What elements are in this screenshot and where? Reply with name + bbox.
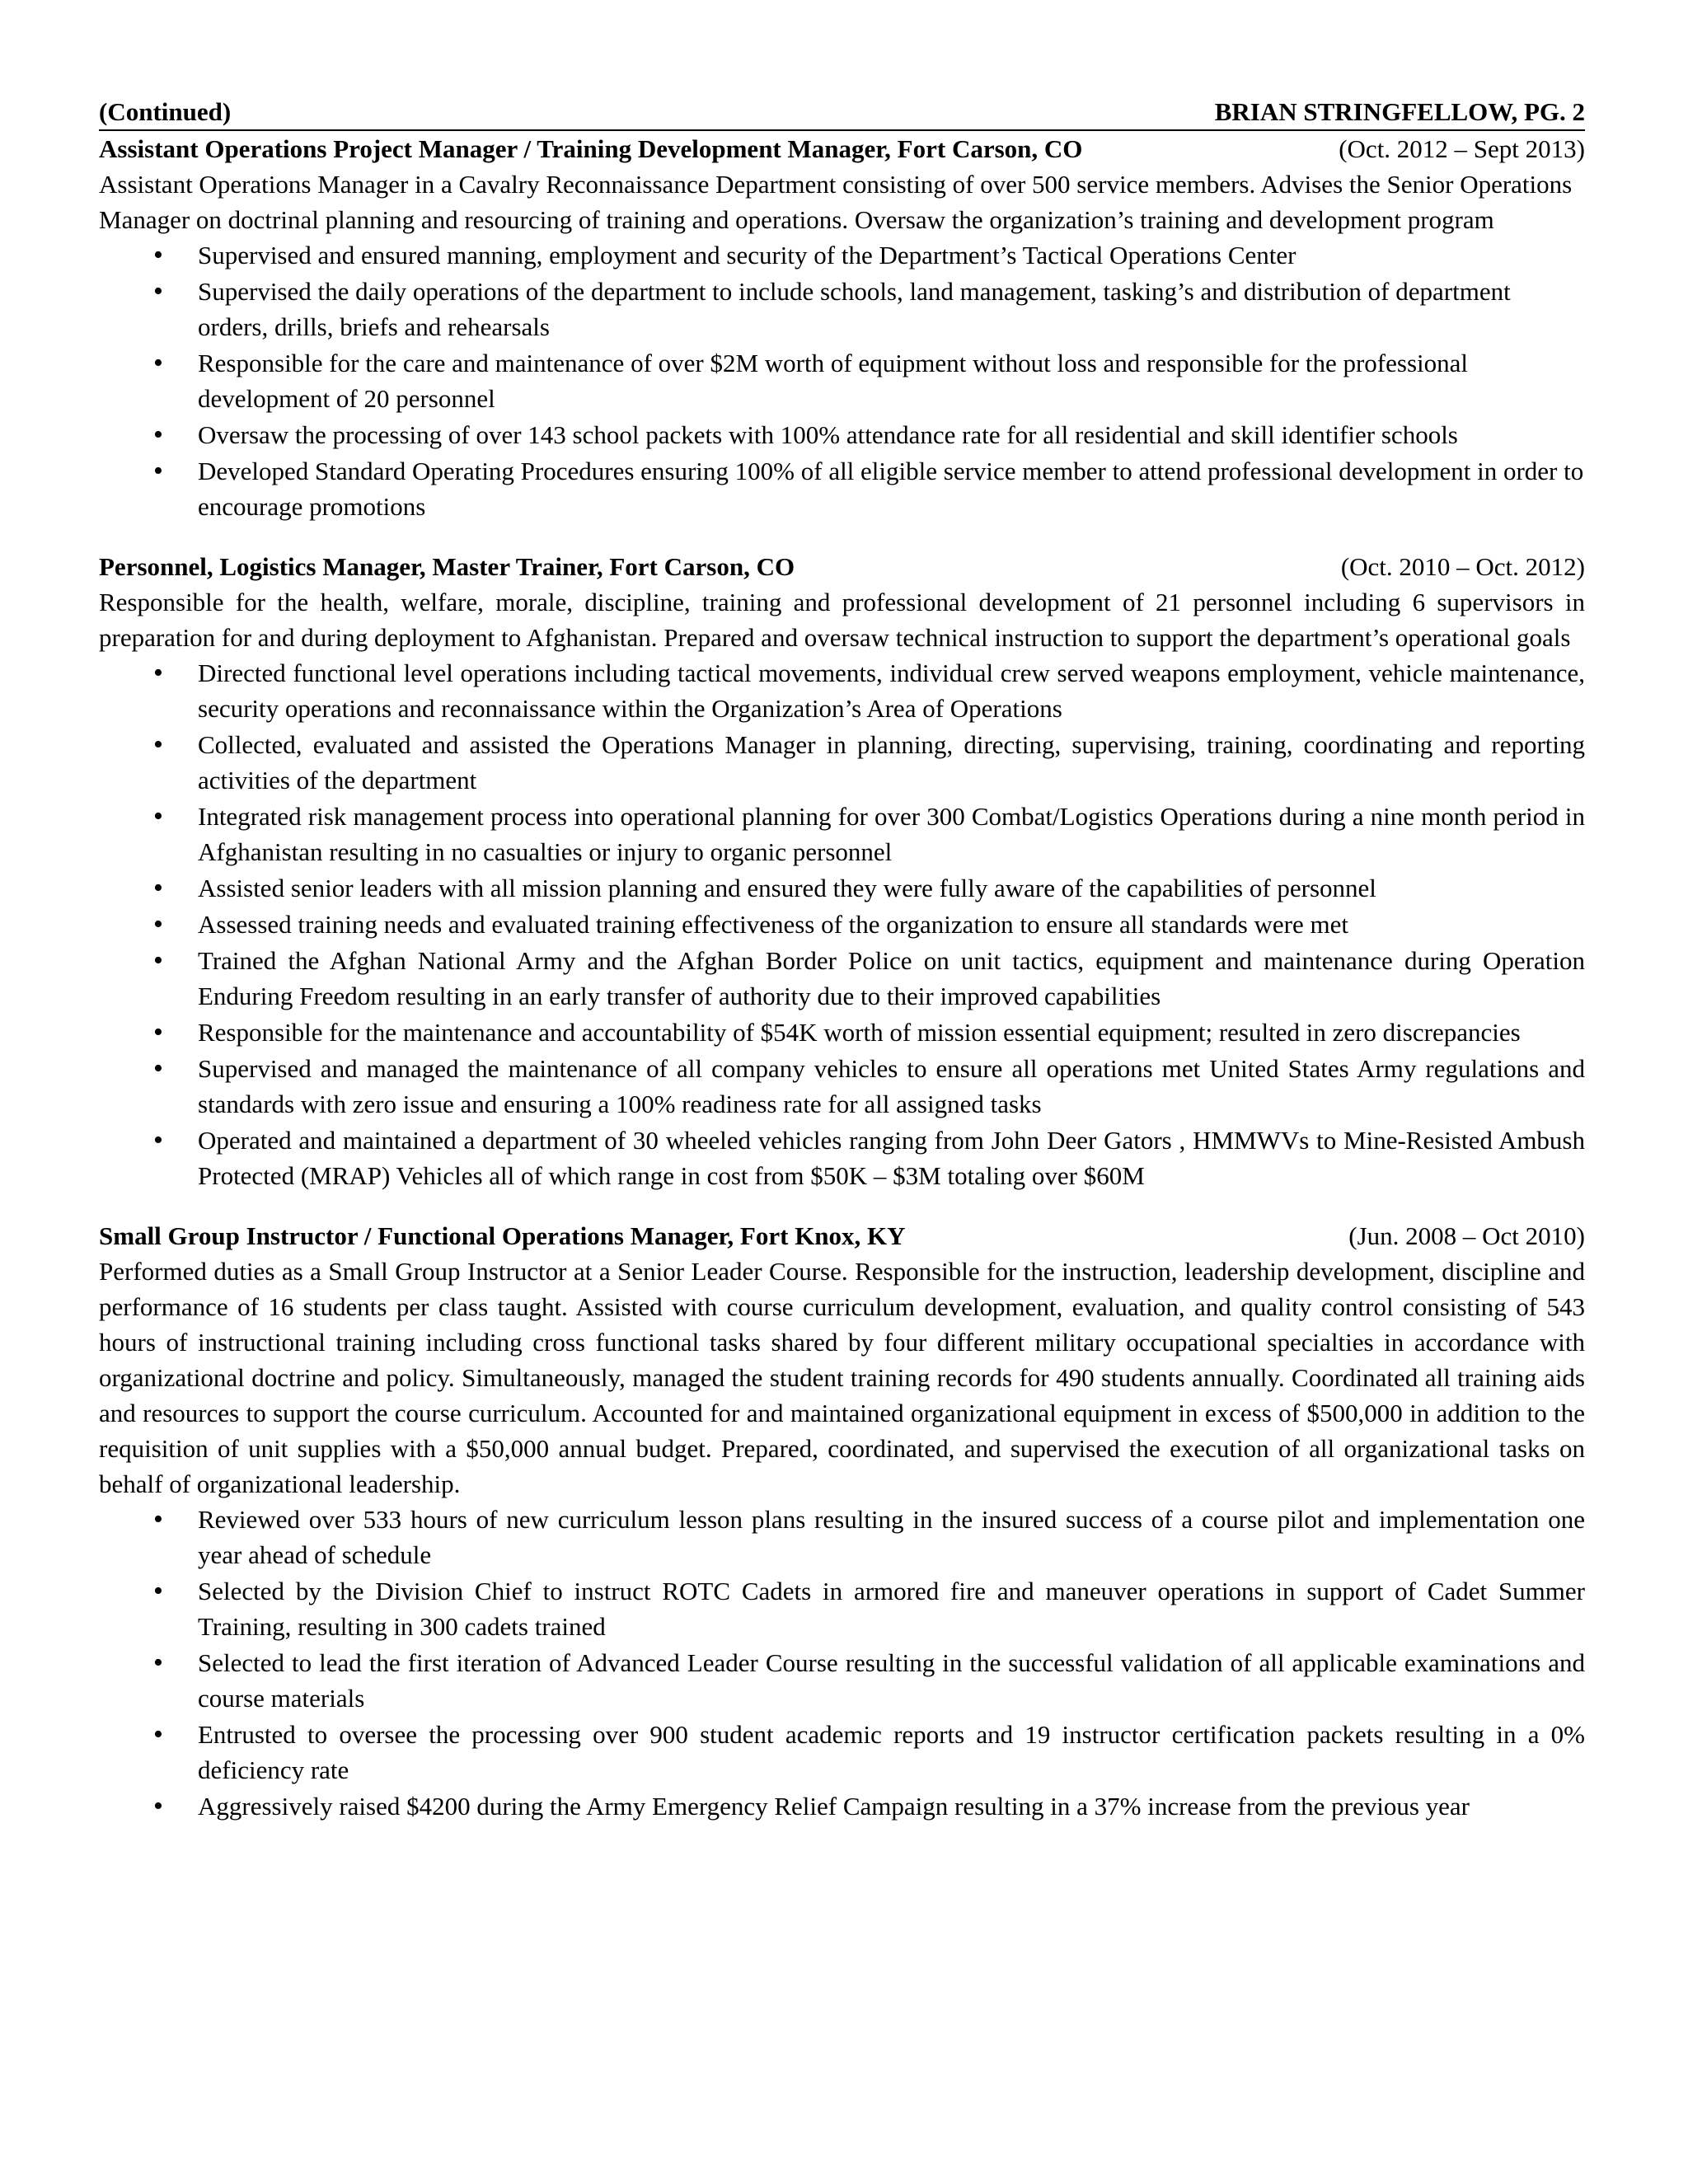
job-title: Assistant Operations Project Manager / Training Development Manager, Fort Carson, CO <box>99 134 1083 163</box>
bullet-item: • Operated and maintained a department of 30 wheeled vehicles ranging from John Deer Gators , HMMWVs to Mine-Resisted Ambush Protected (MRAP) Vehicles all of which range in cost from $50K – $3M totaling over $60M <box>99 1122 1585 1193</box>
job-summary: Responsible for the health, welfare, morale, discipline, training and professional development of 21 personnel including 6 supervisors in preparation for and during deployment to Afghanistan. Prepared and oversaw technical instruction to support the department’s operational goals <box>99 588 1585 652</box>
bullet-item: • Developed Standard Operating Procedures ensuring 100% of all eligible service member to attend professional development in order to encourage promotions <box>99 453 1585 524</box>
page-header <box>99 95 1585 131</box>
bullet-item: • Assessed training needs and evaluated training effectiveness of the organization to ensure all standards were met <box>99 907 1585 942</box>
bullet-item: • Selected by the Division Chief to instruct ROTC Cadets in armored fire and maneuver operations in support of Cadet Summer Training, resulting in 300 cadets trained <box>99 1573 1585 1644</box>
job-summary: Performed duties as a Small Group Instructor at a Senior Leader Course. Responsible for the instruction, leadership development, discipline and performance of 16 students per class taught. Assisted with course curriculum development, evaluation, and quality control consisting of 543 hours of instructional training including cross functional tasks shared by four different military occupational specialties in accordance with organizational doctrine and policy. Simultaneously, managed the student training records for 490 students annually. Coordinated all training aids and resources to support the course curriculum. Accounted for and maintained organizational equipment in excess of $500,000 in addition to the requisition of unit supplies with a $50,000 annual budget. Prepared, coordinated, and supervised the execution of all organizational tasks on behalf of organizational leadership. <box>99 1257 1585 1498</box>
job-entry-3 <box>99 1218 1585 1824</box>
job-header <box>99 1218 1585 1254</box>
job-bullets <box>99 655 1585 1193</box>
job-title: Small Group Instructor / Functional Operations Manager, Fort Knox, KY <box>99 1221 906 1250</box>
bullet-item: • Supervised the daily operations of the department to include schools, land management, tasking’s and distribution of department orders, drills, briefs and rehearsals <box>99 274 1585 344</box>
job-header <box>99 131 1585 166</box>
bullet-item: • Collected, evaluated and assisted the Operations Manager in planning, directing, supervising, training, coordinating and reporting activities of the department <box>99 727 1585 798</box>
job-bullets <box>99 1502 1585 1824</box>
bullet-item: • Integrated risk management process into operational planning for over 300 Combat/Logistics Operations during a nine month period in Afghanistan resulting in no casualties or injury to organic personnel <box>99 799 1585 869</box>
bullet-item: • Aggressively raised $4200 during the Army Emergency Relief Campaign resulting in a 37% increase from the previous year <box>99 1788 1585 1824</box>
bullet-item: • Responsible for the maintenance and accountability of $54K worth of mission essential equipment; resulted in zero discrepancies <box>99 1015 1585 1050</box>
bullet-item: • Oversaw the processing of over 143 school packets with 100% attendance rate for all residential and skill identifier schools <box>99 417 1585 452</box>
bullet-item: • Assisted senior leaders with all mission planning and ensured they were fully aware of the capabilities of personnel <box>99 870 1585 906</box>
job-header <box>99 549 1585 584</box>
job-bullets <box>99 237 1585 524</box>
job-dates: (Oct. 2010 – Oct. 2012) <box>1340 552 1585 581</box>
bullet-item: • Supervised and managed the maintenance of all company vehicles to ensure all operations met United States Army regulations and standards with zero issue and ensuring a 100% readiness rate for all assigned tasks <box>99 1051 1585 1122</box>
job-dates: (Oct. 2012 – Sept 2013) <box>1339 134 1585 163</box>
bullet-item: • Selected to lead the first iteration of Advanced Leader Course resulting in the successful validation of all applicable examinations and course materials <box>99 1645 1585 1716</box>
bullet-item: • Reviewed over 533 hours of new curriculum lesson plans resulting in the insured success of a course pilot and implementation one year ahead of schedule <box>99 1502 1585 1572</box>
bullet-item: • Responsible for the care and maintenance of over $2M worth of equipment without loss and responsible for the professional development of 20 personnel <box>99 345 1585 416</box>
job-dates: (Jun. 2008 – Oct 2010) <box>1348 1221 1585 1250</box>
bullet-item: • Directed functional level operations including tactical movements, individual crew served weapons employment, vehicle maintenance, security operations and reconnaissance within the Organization’s Area of Operations <box>99 655 1585 726</box>
job-title: Personnel, Logistics Manager, Master Trainer, Fort Carson, CO <box>99 552 795 581</box>
bullet-item: • Supervised and ensured manning, employment and security of the Department’s Tactical Operations Center <box>99 237 1585 273</box>
job-entry-1 <box>99 131 1585 524</box>
header-name-page: BRIAN STRINGFELLOW, PG. 2 <box>1214 97 1585 126</box>
bullet-item: • Entrusted to oversee the processing over 900 student academic reports and 19 instructor certification packets resulting in a 0% deficiency rate <box>99 1717 1585 1788</box>
bullet-item: • Trained the Afghan National Army and the Afghan Border Police on unit tactics, equipment and maintenance during Operation Enduring Freedom resulting in an early transfer of authority due to their improved capabilities <box>99 943 1585 1014</box>
job-summary: Assistant Operations Manager in a Cavalry Reconnaissance Department consisting of over 500 service members. Advises the Senior Operations Manager on doctrinal planning and resourcing of training and operations. Oversaw the organization’s training and development program <box>99 170 1573 234</box>
header-continued: (Continued) <box>99 97 232 126</box>
job-entry-2 <box>99 549 1585 1193</box>
